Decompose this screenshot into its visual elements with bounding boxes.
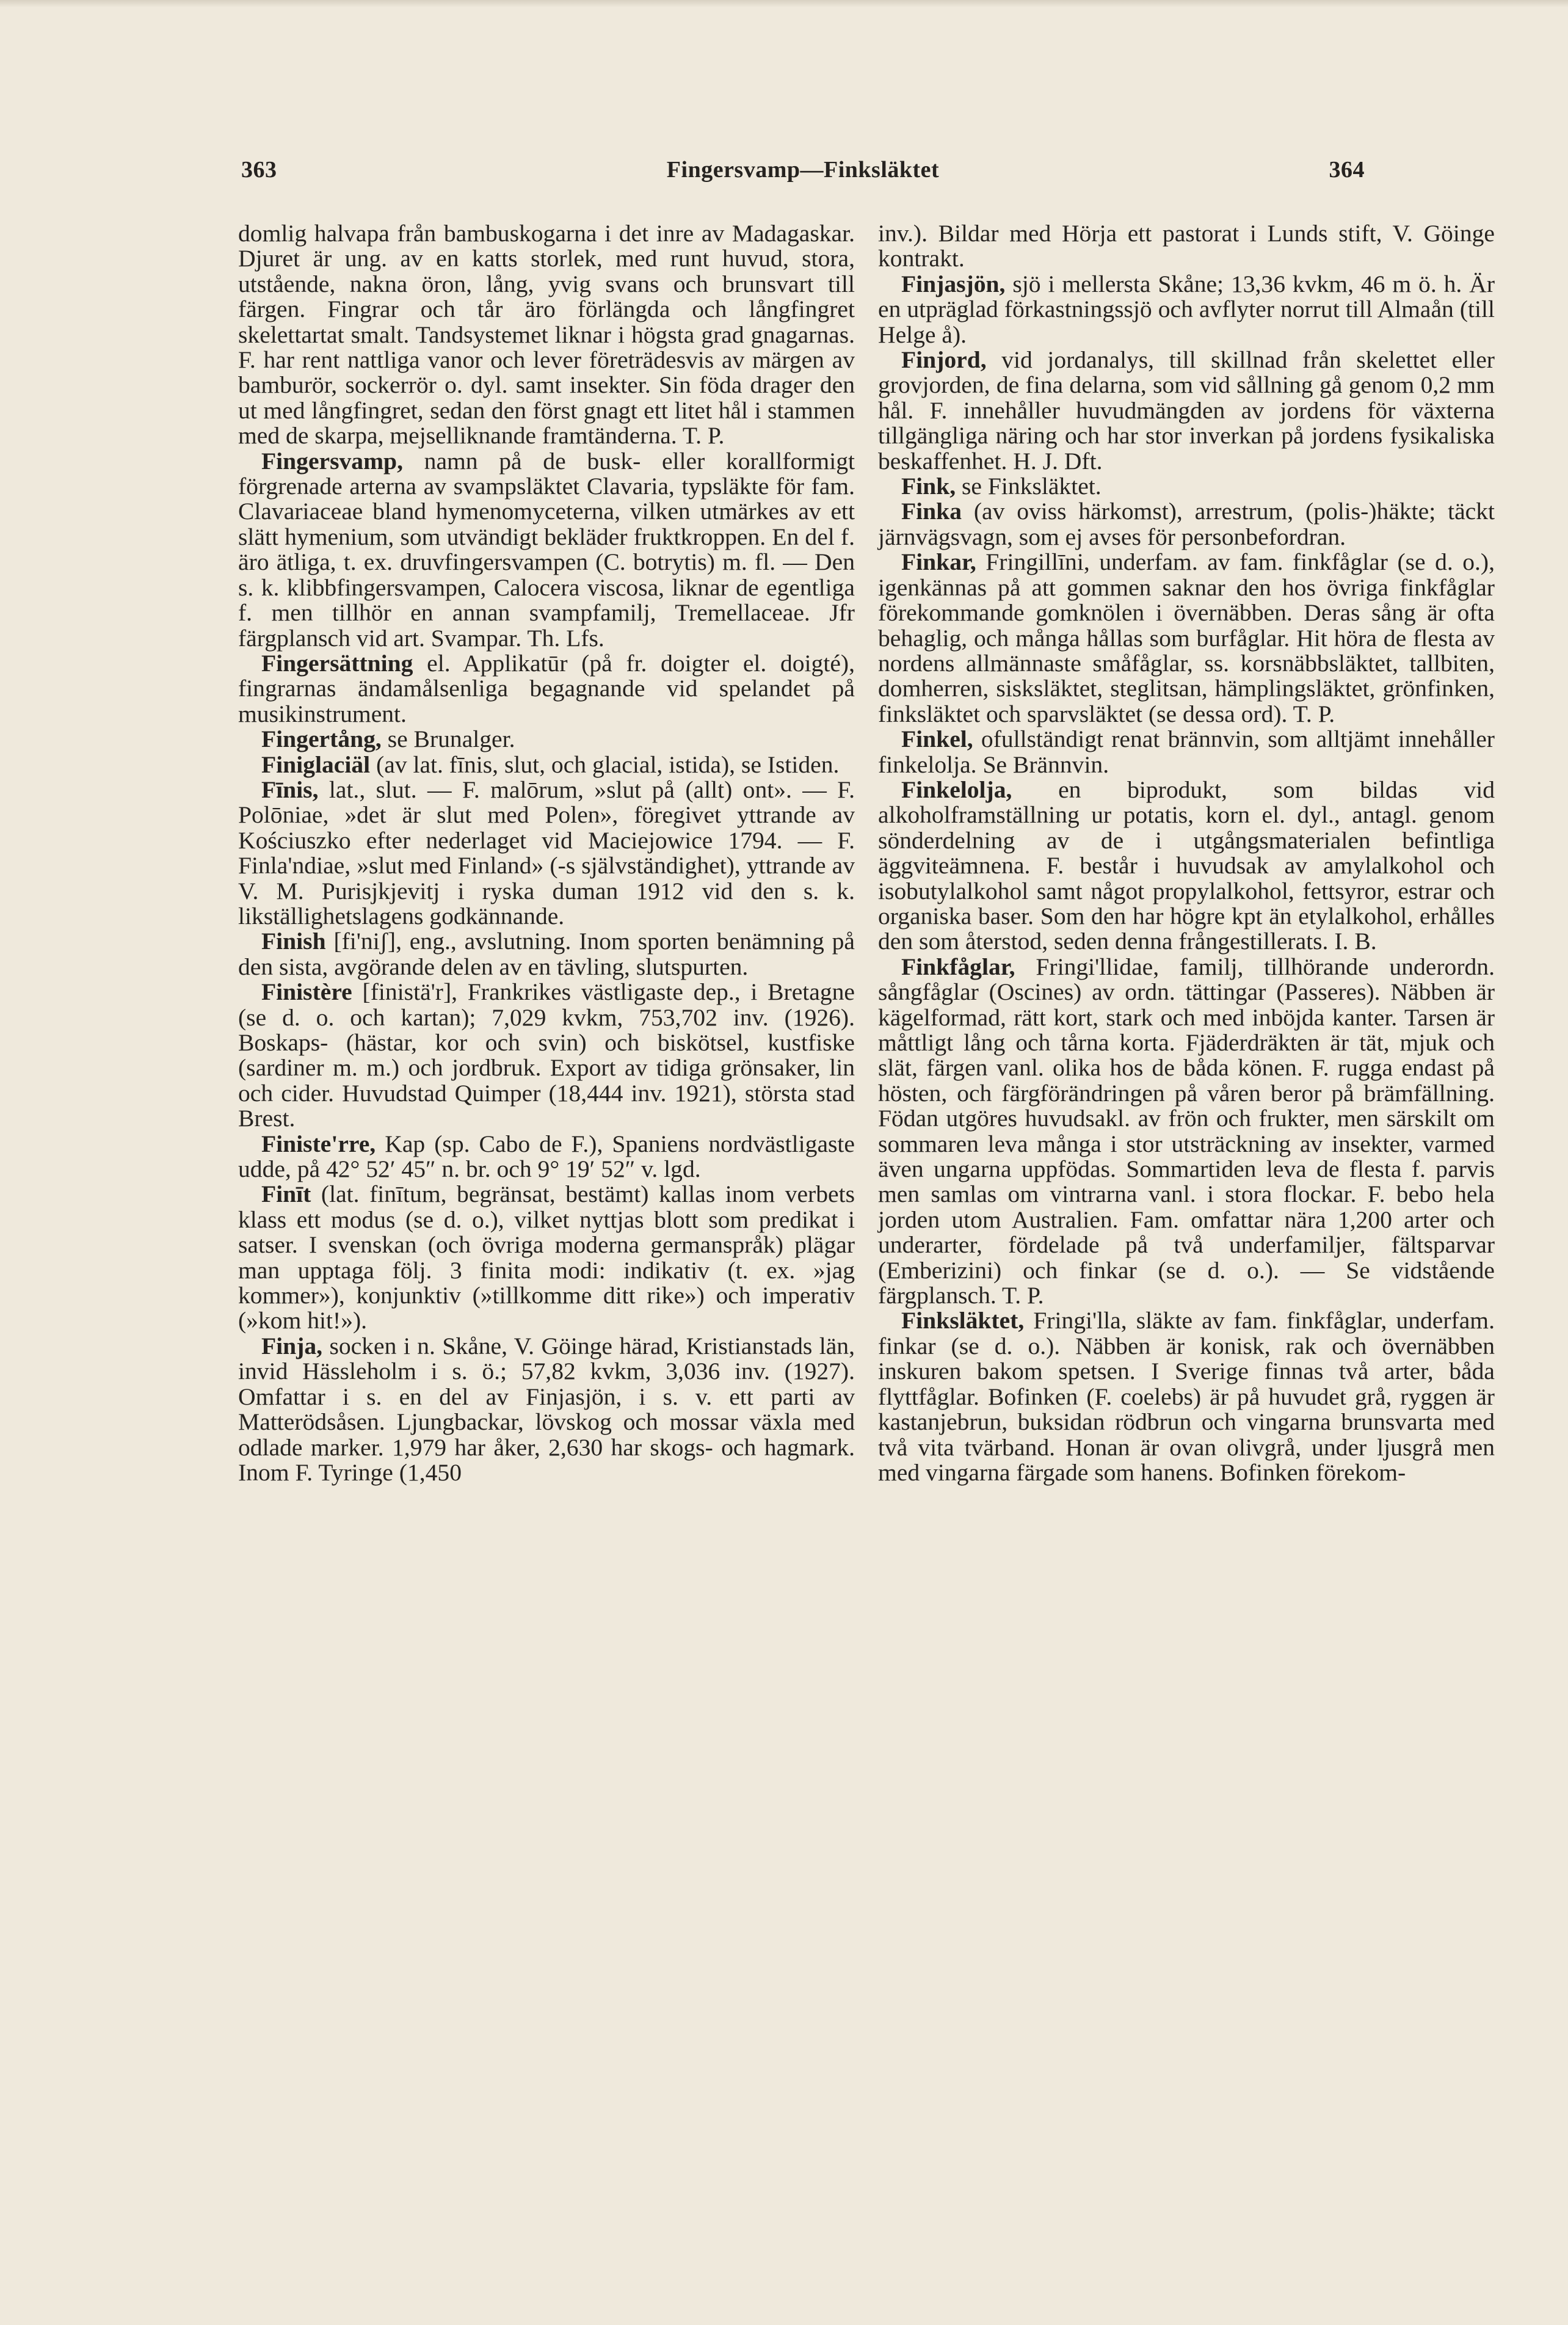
dictionary-entry: [238, 727, 855, 752]
entry-text: Fringillīni, underfam. av fam. finkfåglar (se d. o.), igenkännas på att gommen saknar den hos övriga finkfåglar förekommande gomknölen i övernäbben. Deras sång är ofta behaglig, och många hållas som burfåglar. Hit höra de flesta av nordens allmännaste småfåglar, ss. korsnäbbsläktet, tallbiten, domherren, sisksläktet, steglitsan, hämplingsläktet, grönfinken, finksläktet och sparvsläktet (se dessa ord). T. P.: [878, 548, 1495, 727]
entry-text: [finistä'r], Frankrikes västligaste dep., i Bretagne (se d. o. och kartan); 7,029 kvkm, 753,702 inv. (1926). Boskaps- (hästar, kor och svin) och biskötsel, kustfiske (sardiner m. m.) och jordbruk. Export av tidiga grönsaker, lin och cider. Huvudstad Quimper (18,444 inv. 1921), största stad Brest.: [238, 978, 855, 1132]
entry-text: en biprodukt, som bildas vid alkoholframställning ur potatis, korn el. dyl., antagl. genom sönderdelning av de i utgångsmaterialen befintliga äggviteämnena. F. består i huvudsak av amylalkohol och isobutylalkohol samt något propylalkohol, fettsyror, estrar och organiska baser. Som den har högre kpt än etylalkohol, erhålles den som återstod, seden denna frångestillerats. I. B.: [878, 776, 1495, 955]
entry-text: domlig halvapa från bambuskogarna i det inre av Madagaskar. Djuret är ung. av en katts storlek, med runt huvud, stora, utstående, nakna öron, lång, yvig svans och brunsvart till färgen. Fingrar och tår äro förlängda och långfingret skelettartat smalt. Tandsystemet liknar i högsta grad gnagarnas. F. har rent nattliga vanor och lever företrädesvis av märgen av bamburör, sockerrör o. dyl. samt insekter. Sin föda drager den ut med långfingret, sedan den först gnagt ett litet hål i stammen med de skarpa, mejselliknande framtänderna. T. P.: [238, 220, 855, 449]
left-column: [238, 221, 855, 1485]
dictionary-entry: [878, 955, 1495, 1309]
entry-text: socken i n. Skåne, V. Göinge härad, Kristianstads län, invid Hässleholm i s. ö.; 57,82 kvkm, 3,036 inv. (1927). Omfattar i s. en del av Finjasjön, i s. v. ett parti av Matterödsåsen. Ljungbackar, lövskog och mossar växla med odlade marker. 1,979 har åker, 2,630 har skogs- och hagmark. Inom F. Tyringe (1,450: [238, 1332, 855, 1486]
entry-headword: Finkfåglar,: [901, 953, 1015, 980]
page-number-left: 363: [241, 157, 277, 183]
entry-headword: Finiglaciäl: [261, 751, 371, 778]
dictionary-entry: [238, 752, 855, 777]
entry-text: se Finksläktet.: [962, 473, 1102, 500]
entry-text: inv.). Bildar med Hörja ett pastorat i Lunds stift, V. Göinge kontrakt.: [878, 220, 1495, 272]
entry-headword: Finiste'rre,: [261, 1130, 376, 1157]
dictionary-entry: [878, 550, 1495, 727]
entry-headword: Finja,: [261, 1332, 323, 1359]
dictionary-entry: [878, 474, 1495, 499]
dictionary-entry: [238, 777, 855, 929]
entry-text: Fringi'lla, släkte av fam. finkfåglar, underfam. finkar (se d. o.). Näbben är konisk, rak och övernäbben inskuren bakom spetsen. I Sverige finnas två arter, båda flyttfåglar. Bofinken (F. coelebs) är på huvudet grå, ryggen är kastanjebrun, buksidan rödbrun och vingarna brunsvarta med två vita tvärband. Honan är ovan olivgrå, under ljusgrå men med vingarna färgade som hanens. Bofinken förekom-: [878, 1307, 1495, 1486]
dictionary-entry: [878, 272, 1495, 347]
entry-text: (lat. finītum, begränsat, bestämt) kallas inom verbets klass ett modus (se d. o.), vilket nyttjas blott som predikat i satser. I svenskan (och övriga moderna germanspråk) plägar man upptaga följ. 3 finita modi: indikativ (t. ex. »jag kommer»), konjunktiv (»tillkomme ditt rike») och imperativ (»kom hit!»).: [238, 1181, 855, 1334]
entry-headword: Finīt: [261, 1181, 311, 1208]
dictionary-entry: [878, 347, 1495, 474]
dictionary-entry: [238, 449, 855, 651]
dictionary-entry: [878, 727, 1495, 777]
dictionary-entry: [238, 929, 855, 980]
entry-headword: Fink,: [901, 473, 956, 500]
entry-headword: Finish: [261, 928, 326, 955]
entry-headword: Finjord,: [901, 346, 987, 374]
entry-headword: Fingertång,: [261, 726, 382, 753]
page-edge: [0, 0, 1568, 7]
right-column: [878, 221, 1495, 1485]
dictionary-entry: [878, 777, 1495, 955]
entry-text: [fi'niʃ], eng., avslutning. Inom sporten benämning på den sista, avgörande delen av en tävling, slutspurten.: [238, 928, 855, 980]
entry-text: (av lat. fīnis, slut, och glacial, istida), se Istiden.: [376, 751, 840, 778]
dictionary-entry: [238, 221, 855, 449]
dictionary-entry: [238, 1334, 855, 1485]
running-title: Fingersvamp—Finksläktet: [666, 157, 940, 183]
entry-text: se Brunalger.: [387, 726, 515, 753]
entry-text: lat., slut. — F. malōrum, »slut på (allt) ont». — F. Polōniae, »det är slut med Polen», föregivet yttrande av Kościuszko efter nederlaget vid Maciejowice 1794. — F. Finla'ndiae, »slut med Finland» (-s självständighet), yttrande av V. M. Purisjkjevitj i ryska duman 1912 vid den s. k. likställighetslagens godkännande.: [238, 776, 855, 930]
entry-text: Kap (sp. Cabo de F.), Spaniens nordvästligaste udde, på 42° 52′ 45″ n. br. och 9° 19′ 52″ v. lgd.: [238, 1130, 855, 1183]
dictionary-entry: [878, 499, 1495, 550]
entry-headword: Finkel,: [901, 726, 973, 753]
dictionary-entry: [878, 1308, 1495, 1485]
entry-headword: Fingersättning: [261, 649, 413, 677]
dictionary-entry: [238, 651, 855, 727]
entry-headword: Finistère: [261, 978, 352, 1006]
entry-headword: Finjasjön,: [901, 270, 1006, 297]
dictionary-entry: [878, 221, 1495, 272]
dictionary-entry: [238, 1132, 855, 1182]
entry-headword: Finka: [901, 498, 962, 525]
entry-headword: Fingersvamp,: [261, 447, 403, 475]
entry-headword: Finkar,: [901, 548, 976, 576]
entry-headword: Fīnis,: [261, 776, 319, 803]
dictionary-entry: [238, 980, 855, 1131]
page-number-right: 364: [1329, 157, 1365, 183]
entry-text: vid jordanalys, till skillnad från skelettet eller grovjorden, de fina delarna, som vid sållning gå genom 0,2 mm hål. F. innehåller huvudmängden av jordens för växterna tillgängliga näring och har stor inverkan på jordens fysikaliska beskaffenhet. H. J. Dft.: [878, 346, 1495, 475]
entry-headword: Finkelolja,: [901, 776, 1012, 803]
dictionary-entry: [238, 1182, 855, 1333]
entry-text: (av oviss härkomst), arrestrum, (polis-)häkte; täckt järnvägsvagn, som ej avses för personbefordran.: [878, 498, 1495, 550]
entry-headword: Finksläktet,: [901, 1307, 1025, 1334]
entry-text: el. Applikatūr (på fr. doigter el. doigté), fingrarnas ändamålsenliga begagnande vid spelandet på musikinstrument.: [238, 649, 855, 727]
entry-text: Fringi'llidae, familj, tillhörande underordn. sångfåglar (Oscines) av ordn. tättingar (Passeres). Näbben är kägelformad, rätt kort, stark och med inböjda kanter. Tarsen är måttligt lång och tårna korta. Fjäderdräkten är tät, mjuk och slät, färgen vanl. olika hos de båda könen. F. rugga endast på hösten, och färgförändringen på våren beror på brämfällning. Födan utgöres huvudsakl. av frön och frukter, men särskilt om sommaren leva många i stor utsträckning av insekter, varmed även ungarna uppfödas. Sommartiden leva de flesta f. parvis men samlas om vintrarna vanl. i stora flockar. F. bebo hela jorden utom Australien. Fam. omfattar nära 1,200 arter och underarter, fördelade på två underfamiljer, fältsparvar (Emberizini) och finkar (se d. o.). — Se vidstående färgplansch. T. P.: [878, 953, 1495, 1309]
entry-text: sjö i mellersta Skåne; 13,36 kvkm, 46 m ö. h. Är en utpräglad förkastningssjö och avflyter norrut till Almaån (till Helge å).: [878, 270, 1495, 348]
entry-text: namn på de busk- eller korallformigt förgrenade arterna av svampsläktet Clavaria, typsläkte för fam. Clavariaceae bland hymenomyceterna, vilken utmärkes av ett slätt hymenium, som utvändigt bekläder fruktkroppen. En del f. äro ätliga, t. ex. druvfingersvampen (C. botrytis) m. fl. — Den s. k. klibbfingersvampen, Calocera viscosa, liknar de egentliga f. men tillhör en annan svampfamilj, Tremellaceae. Jfr färgplansch vid art. Svampar. Th. Lfs.: [238, 447, 855, 652]
entry-text: ofullständigt renat brännvin, som alltjämt innehåller finkelolja. Se Brännvin.: [878, 726, 1495, 778]
running-head: [241, 156, 1365, 193]
